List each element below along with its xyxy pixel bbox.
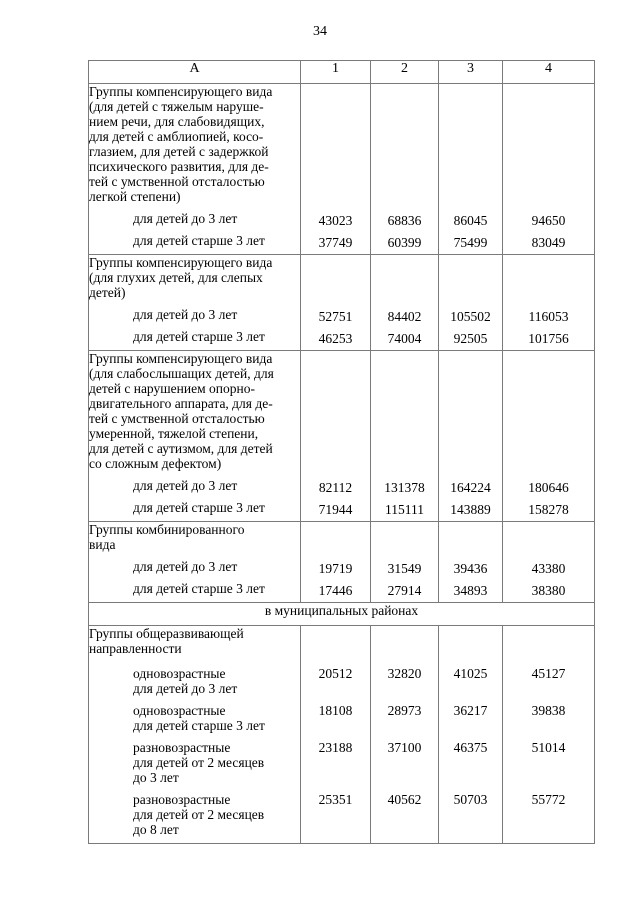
group-title-line: глазием, для детей с задержкой: [89, 144, 269, 159]
group-label: [89, 626, 301, 844]
group-title-line: психического развития, для де-: [89, 159, 269, 174]
column-header-3: 3: [439, 61, 503, 84]
row-label: одновозрастные для детей старше 3 лет: [133, 703, 265, 733]
group-title-line: Группы компенсирующего вида: [89, 255, 273, 270]
value-cell: 39436 34893: [439, 522, 503, 603]
group-label: [89, 84, 301, 255]
group-title-line: (для слабослышащих детей, для: [89, 366, 274, 381]
value-cell: 20512 18108 23188 25351: [301, 626, 371, 844]
group-title-line: для детей с амблиопией, косо-: [89, 129, 264, 144]
column-header-1: 1: [301, 61, 371, 84]
group-title-line: детей): [89, 285, 126, 300]
group-title-line: направленности: [89, 641, 182, 656]
group-title-line: двигательного аппарата, для де-: [89, 396, 273, 411]
group-title-line: нием речи, для слабовидящих,: [89, 114, 265, 129]
column-header-4: 4: [503, 61, 595, 84]
value-cell: 131378 115111: [371, 351, 439, 522]
group-label: [89, 522, 301, 603]
group-title-line: со сложным дефектом): [89, 456, 222, 471]
column-header-2: 2: [371, 61, 439, 84]
row-label: для детей до 3 лет: [133, 478, 238, 493]
section-row: [89, 603, 595, 626]
value-cell: 86045 75499: [439, 84, 503, 255]
group-title: [89, 255, 300, 300]
group-title: [89, 522, 300, 552]
value-cell: 94650 83049: [503, 84, 595, 255]
group-title-line: Группы компенсирующего вида: [89, 351, 273, 366]
value-cell: 84402 74004: [371, 255, 439, 351]
value-cell: 43023 37749: [301, 84, 371, 255]
group-row: [89, 626, 595, 844]
value-cell: 116053 101756: [503, 255, 595, 351]
section-title: в муниципальных районах: [89, 603, 595, 626]
value-cell: 180646 158278: [503, 351, 595, 522]
group-title-line: Группы общеразвивающей: [89, 626, 244, 641]
group-title-line: Группы комбинированного: [89, 522, 245, 537]
value-cell: 43380 38380: [503, 522, 595, 603]
row-label: для детей до 3 лет: [133, 211, 238, 226]
group-title-line: умеренной, тяжелой степени,: [89, 426, 259, 441]
value-cell: 32820 28973 37100 40562: [371, 626, 439, 844]
group-title-line: (для детей с тяжелым наруше-: [89, 99, 264, 114]
group-title-line: тей с умственной отсталостью: [89, 411, 265, 426]
row-label: одновозрастные для детей до 3 лет: [133, 666, 238, 696]
value-cell: 19719 17446: [301, 522, 371, 603]
value-cell: 31549 27914: [371, 522, 439, 603]
row-label: для детей до 3 лет: [133, 307, 238, 322]
group-title-line: тей с умственной отсталостью: [89, 174, 265, 189]
value-cell: 41025 36217 46375 50703: [439, 626, 503, 844]
group-title-line: детей с нарушением опорно-: [89, 381, 255, 396]
value-cell: 52751 46253: [301, 255, 371, 351]
group-title: [89, 626, 300, 656]
group-title-line: для детей с аутизмом, для детей: [89, 441, 273, 456]
group-row: [89, 351, 595, 522]
group-row: [89, 255, 595, 351]
group-title: [89, 351, 300, 471]
group-label: [89, 255, 301, 351]
value-cell: 164224 143889: [439, 351, 503, 522]
row-label: для детей до 3 лет: [133, 559, 238, 574]
value-cell: 105502 92505: [439, 255, 503, 351]
row-label: для детей старше 3 лет: [133, 581, 265, 596]
row-label: разновозрастные для детей от 2 месяцев до 8 лет: [133, 792, 265, 837]
group-title-line: (для глухих детей, для слепых: [89, 270, 263, 285]
group-row: [89, 522, 595, 603]
header-row: [89, 61, 595, 84]
row-label: разновозрастные для детей от 2 месяцев до 3 лет: [133, 740, 265, 785]
row-label: для детей старше 3 лет: [133, 233, 265, 248]
column-header-a: А: [89, 61, 301, 84]
group-title: [89, 84, 300, 204]
group-label: [89, 351, 301, 522]
group-title-line: вида: [89, 537, 116, 552]
page-number: 34: [313, 24, 327, 39]
value-cell: 45127 39838 51014 55772: [503, 626, 595, 844]
row-label: для детей старше 3 лет: [133, 500, 265, 515]
tariff-table: [88, 60, 595, 844]
value-cell: 82112 71944: [301, 351, 371, 522]
group-title-line: Группы компенсирующего вида: [89, 84, 273, 99]
group-title-line: легкой степени): [89, 189, 181, 204]
row-label: для детей старше 3 лет: [133, 329, 265, 344]
value-cell: 68836 60399: [371, 84, 439, 255]
group-row: [89, 84, 595, 255]
